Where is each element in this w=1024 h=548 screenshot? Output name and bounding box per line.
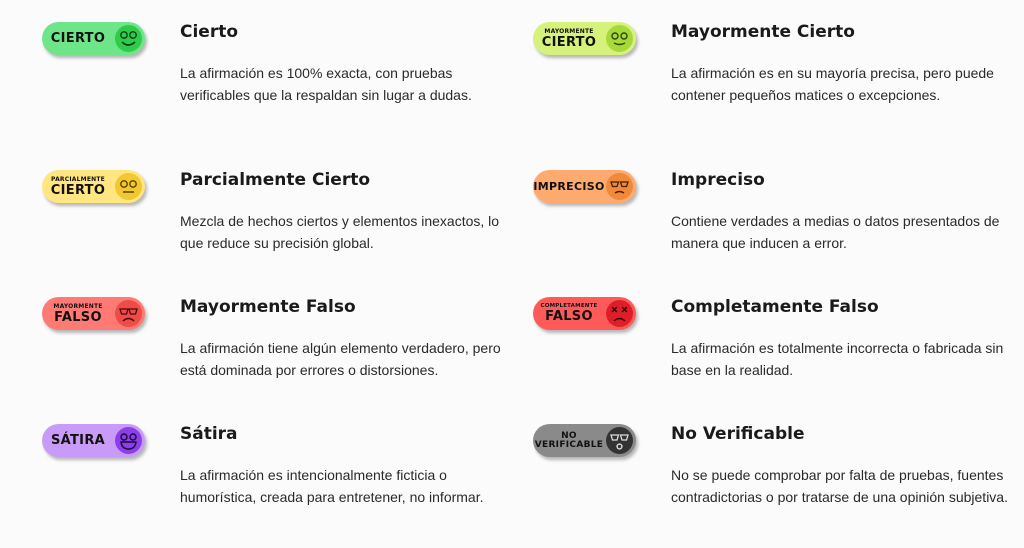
rating-title: No Verificable: [671, 424, 805, 444]
badge-sublabel: MAYORMENTE: [544, 27, 594, 35]
badge-sublabel: NO: [561, 430, 577, 441]
smile-icon: [115, 25, 142, 52]
neutral-face-icon: [115, 173, 142, 200]
grin-face-icon: [115, 427, 142, 454]
rating-badge: [42, 297, 145, 330]
rating-description: La afirmación es 100% exacta, con pruebas verificables que la respaldan sin lugar a dudas.: [180, 65, 472, 103]
badge-label: FALSO: [54, 309, 102, 325]
surprised-face-icon: [606, 427, 633, 454]
sad-face-icon: [115, 300, 142, 327]
rating-description: No se puede comprobar por falta de pruebas, fuentes contradictorias o por tratarse de una opinión subjetiva.: [671, 467, 1008, 505]
rating-badge: [42, 22, 145, 55]
rating-badge: [533, 297, 636, 330]
badge-sublabel: MAYORMENTE: [53, 302, 103, 310]
badge-sublabel: PARCIALMENTE: [51, 175, 105, 183]
rating-title: Sátira: [180, 424, 238, 444]
rating-title: Cierto: [180, 22, 239, 42]
badge-label: SÁTIRA: [51, 433, 105, 448]
badge-label: CIERTO: [50, 31, 106, 46]
rating-title: Completamente Falso: [671, 297, 879, 317]
badge-label: FALSO: [545, 309, 593, 325]
rating-description: Mezcla de hechos ciertos y elementos inexactos, lo que reduce su precisión global.: [180, 213, 500, 251]
badge-label: CIERTO: [50, 182, 106, 198]
rating-title: Impreciso: [671, 170, 765, 190]
badge-label: IMPRECISO: [533, 180, 605, 193]
rating-description: La afirmación es intencionalmente ficticia o humorística, creada para entretener, no informar.: [180, 467, 484, 505]
rating-badge: [533, 22, 636, 55]
badge-sublabel: COMPLETAMENTE: [540, 302, 598, 309]
rating-badge: [533, 170, 636, 203]
rating-description: La afirmación es en su mayoría precisa, pero puede contener pequeños matices o excepciones.: [671, 65, 994, 103]
dead-face-icon: [606, 300, 633, 327]
rating-badge: [42, 170, 145, 203]
rating-title: Parcialmente Cierto: [180, 170, 371, 190]
rating-title: Mayormente Falso: [180, 297, 356, 317]
rating-description: La afirmación es totalmente incorrecta o fabricada sin base en la realidad.: [671, 340, 1004, 378]
badge-label: CIERTO: [541, 34, 597, 50]
rating-title: Mayormente Cierto: [671, 22, 855, 42]
rating-badge: [42, 424, 145, 457]
rating-description: La afirmación tiene algún elemento verdadero, pero está dominada por errores o distorsiones.: [180, 340, 501, 378]
rating-description: Contiene verdades a medias o datos presentados de manera que inducen a error.: [671, 213, 1000, 251]
rating-badge: [533, 424, 636, 457]
slight-smile-icon: [606, 25, 633, 52]
badge-label: VERIFICABLE: [534, 439, 604, 450]
frown-icon: [606, 173, 633, 200]
